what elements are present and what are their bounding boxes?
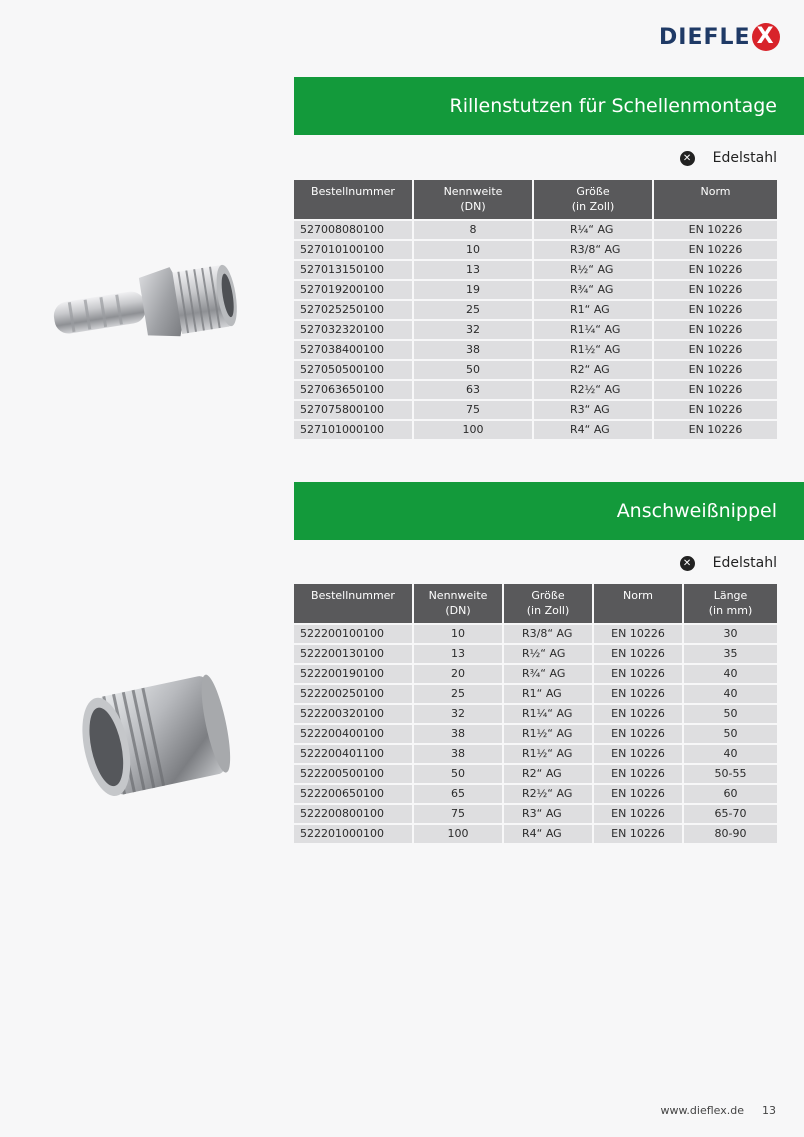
dieflex-logo bbox=[659, 22, 780, 52]
cell-bestellnummer: 522200190100 bbox=[294, 663, 414, 683]
table-row bbox=[294, 279, 777, 299]
cell-nennweite: 19 bbox=[414, 279, 534, 299]
cell-groesse: R¾“ AG bbox=[534, 279, 654, 299]
cell-norm: EN 10226 bbox=[654, 399, 777, 419]
col-header-norm: Norm bbox=[594, 584, 684, 623]
cell-groesse: R½“ AG bbox=[534, 259, 654, 279]
cell-nennweite: 75 bbox=[414, 399, 534, 419]
cell-bestellnummer: 522200650100 bbox=[294, 783, 414, 803]
cell-norm: EN 10226 bbox=[594, 823, 684, 843]
cell-bestellnummer: 527010100100 bbox=[294, 239, 414, 259]
cell-norm: EN 10226 bbox=[594, 723, 684, 743]
website-link[interactable]: www.dieflex.de bbox=[660, 1104, 744, 1117]
cell-laenge: 50 bbox=[684, 723, 777, 743]
table-row bbox=[294, 823, 777, 843]
cell-norm: EN 10226 bbox=[594, 743, 684, 763]
cell-bestellnummer: 522200401100 bbox=[294, 743, 414, 763]
table-row bbox=[294, 763, 777, 783]
cell-norm: EN 10226 bbox=[594, 643, 684, 663]
cell-groesse: R4“ AG bbox=[504, 823, 594, 843]
cell-groesse: R3“ AG bbox=[504, 803, 594, 823]
table-row bbox=[294, 803, 777, 823]
cell-norm: EN 10226 bbox=[654, 379, 777, 399]
cell-laenge: 40 bbox=[684, 743, 777, 763]
col-header-laenge: Länge (in mm) bbox=[684, 584, 777, 623]
col-header-nennweite: Nennweite (DN) bbox=[414, 584, 504, 623]
cell-bestellnummer: 522200800100 bbox=[294, 803, 414, 823]
cell-norm: EN 10226 bbox=[654, 359, 777, 379]
cell-nennweite: 38 bbox=[414, 743, 504, 763]
col-header-groesse: Größe (in Zoll) bbox=[504, 584, 594, 623]
cell-groesse: R1“ AG bbox=[504, 683, 594, 703]
cell-bestellnummer: 527101000100 bbox=[294, 419, 414, 439]
table-header-row bbox=[294, 180, 777, 219]
cell-norm: EN 10226 bbox=[594, 703, 684, 723]
cell-nennweite: 25 bbox=[414, 299, 534, 319]
cell-norm: EN 10226 bbox=[654, 339, 777, 359]
cell-norm: EN 10226 bbox=[654, 299, 777, 319]
cell-bestellnummer: 527063650100 bbox=[294, 379, 414, 399]
table-row bbox=[294, 743, 777, 763]
table-row bbox=[294, 319, 777, 339]
cell-bestellnummer: 522201000100 bbox=[294, 823, 414, 843]
cell-laenge: 40 bbox=[684, 663, 777, 683]
section1-table bbox=[294, 180, 777, 439]
table-row bbox=[294, 239, 777, 259]
cell-laenge: 40 bbox=[684, 683, 777, 703]
cell-laenge: 60 bbox=[684, 783, 777, 803]
table-row bbox=[294, 339, 777, 359]
col-header-bestellnummer: Bestellnummer bbox=[294, 584, 414, 623]
cell-groesse: R½“ AG bbox=[504, 643, 594, 663]
table-row bbox=[294, 379, 777, 399]
cell-norm: EN 10226 bbox=[654, 219, 777, 239]
section2-title-banner bbox=[294, 482, 804, 540]
cell-norm: EN 10226 bbox=[654, 419, 777, 439]
cell-nennweite: 25 bbox=[414, 683, 504, 703]
section2-table bbox=[294, 584, 777, 843]
cell-groesse: R3/8“ AG bbox=[504, 623, 594, 643]
cell-nennweite: 32 bbox=[414, 703, 504, 723]
table-row bbox=[294, 723, 777, 743]
cell-bestellnummer: 527075800100 bbox=[294, 399, 414, 419]
page-number: 13 bbox=[762, 1104, 776, 1117]
cell-nennweite: 38 bbox=[414, 339, 534, 359]
cell-bestellnummer: 527032320100 bbox=[294, 319, 414, 339]
cell-nennweite: 100 bbox=[414, 823, 504, 843]
cell-nennweite: 100 bbox=[414, 419, 534, 439]
cell-bestellnummer: 522200500100 bbox=[294, 763, 414, 783]
cell-norm: EN 10226 bbox=[594, 803, 684, 823]
cell-bestellnummer: 522200400100 bbox=[294, 723, 414, 743]
cell-groesse: R2“ AG bbox=[534, 359, 654, 379]
x-circle-icon: ✕ bbox=[680, 151, 695, 166]
cell-nennweite: 65 bbox=[414, 783, 504, 803]
cell-laenge: 35 bbox=[684, 643, 777, 663]
cell-nennweite: 10 bbox=[414, 239, 534, 259]
section2-title: Anschweißnippel bbox=[616, 500, 777, 522]
cell-groesse: R3/8“ AG bbox=[534, 239, 654, 259]
cell-groesse: R3“ AG bbox=[534, 399, 654, 419]
table-row bbox=[294, 643, 777, 663]
cell-norm: EN 10226 bbox=[594, 683, 684, 703]
cell-bestellnummer: 527013150100 bbox=[294, 259, 414, 279]
cell-laenge: 80-90 bbox=[684, 823, 777, 843]
cell-bestellnummer: 527025250100 bbox=[294, 299, 414, 319]
cell-norm: EN 10226 bbox=[654, 319, 777, 339]
table-header-row bbox=[294, 584, 777, 623]
cell-groesse: R4“ AG bbox=[534, 419, 654, 439]
cell-laenge: 50-55 bbox=[684, 763, 777, 783]
cell-groesse: R¼“ AG bbox=[534, 219, 654, 239]
section2-material-label: Edelstahl bbox=[712, 555, 777, 571]
table-row bbox=[294, 663, 777, 683]
cell-nennweite: 13 bbox=[414, 643, 504, 663]
section1-material bbox=[680, 147, 777, 169]
cell-nennweite: 20 bbox=[414, 663, 504, 683]
cell-norm: EN 10226 bbox=[594, 663, 684, 683]
col-header-nennweite: Nennweite (DN) bbox=[414, 180, 534, 219]
col-header-norm: Norm bbox=[654, 180, 777, 219]
cell-bestellnummer: 527008080100 bbox=[294, 219, 414, 239]
cell-bestellnummer: 527050500100 bbox=[294, 359, 414, 379]
cell-nennweite: 32 bbox=[414, 319, 534, 339]
cell-nennweite: 13 bbox=[414, 259, 534, 279]
logo-text: DIEFLE bbox=[659, 24, 751, 50]
cell-bestellnummer: 522200320100 bbox=[294, 703, 414, 723]
cell-groesse: R2½“ AG bbox=[534, 379, 654, 399]
table-row bbox=[294, 399, 777, 419]
cell-norm: EN 10226 bbox=[654, 239, 777, 259]
cell-groesse: R2“ AG bbox=[504, 763, 594, 783]
cell-norm: EN 10226 bbox=[654, 259, 777, 279]
cell-bestellnummer: 527038400100 bbox=[294, 339, 414, 359]
welding-nipple-photo bbox=[68, 660, 248, 820]
cell-nennweite: 8 bbox=[414, 219, 534, 239]
cell-bestellnummer: 522200100100 bbox=[294, 623, 414, 643]
cell-norm: EN 10226 bbox=[654, 279, 777, 299]
logo-x-icon: X bbox=[752, 23, 780, 51]
cell-nennweite: 50 bbox=[414, 359, 534, 379]
x-circle-icon: ✕ bbox=[680, 556, 695, 571]
table-row bbox=[294, 623, 777, 643]
cell-groesse: R1¼“ AG bbox=[534, 319, 654, 339]
cell-nennweite: 50 bbox=[414, 763, 504, 783]
page-footer bbox=[660, 1104, 776, 1117]
cell-nennweite: 75 bbox=[414, 803, 504, 823]
cell-groesse: R1“ AG bbox=[534, 299, 654, 319]
cell-bestellnummer: 527019200100 bbox=[294, 279, 414, 299]
section1-title-banner bbox=[294, 77, 804, 135]
cell-nennweite: 38 bbox=[414, 723, 504, 743]
table-row bbox=[294, 419, 777, 439]
col-header-bestellnummer: Bestellnummer bbox=[294, 180, 414, 219]
cell-groesse: R2½“ AG bbox=[504, 783, 594, 803]
cell-bestellnummer: 522200130100 bbox=[294, 643, 414, 663]
cell-nennweite: 10 bbox=[414, 623, 504, 643]
section2-material bbox=[680, 552, 777, 574]
table-row bbox=[294, 299, 777, 319]
cell-norm: EN 10226 bbox=[594, 783, 684, 803]
cell-nennweite: 63 bbox=[414, 379, 534, 399]
table-row bbox=[294, 259, 777, 279]
section1-title: Rillenstutzen für Schellenmontage bbox=[449, 95, 777, 117]
table-row bbox=[294, 783, 777, 803]
cell-laenge: 50 bbox=[684, 703, 777, 723]
cell-norm: EN 10226 bbox=[594, 623, 684, 643]
cell-norm: EN 10226 bbox=[594, 763, 684, 783]
cell-groesse: R1½“ AG bbox=[504, 743, 594, 763]
table-row bbox=[294, 359, 777, 379]
cell-laenge: 30 bbox=[684, 623, 777, 643]
cell-groesse: R1½“ AG bbox=[504, 723, 594, 743]
cell-groesse: R1¼“ AG bbox=[504, 703, 594, 723]
table-row bbox=[294, 219, 777, 239]
col-header-groesse: Größe (in Zoll) bbox=[534, 180, 654, 219]
section1-table-body bbox=[294, 219, 777, 439]
cell-laenge: 65-70 bbox=[684, 803, 777, 823]
cell-groesse: R1½“ AG bbox=[534, 339, 654, 359]
cell-groesse: R¾“ AG bbox=[504, 663, 594, 683]
hose-nipple-photo bbox=[48, 255, 248, 365]
section1-material-label: Edelstahl bbox=[712, 150, 777, 166]
section2-table-body bbox=[294, 623, 777, 843]
cell-bestellnummer: 522200250100 bbox=[294, 683, 414, 703]
table-row bbox=[294, 703, 777, 723]
table-row bbox=[294, 683, 777, 703]
